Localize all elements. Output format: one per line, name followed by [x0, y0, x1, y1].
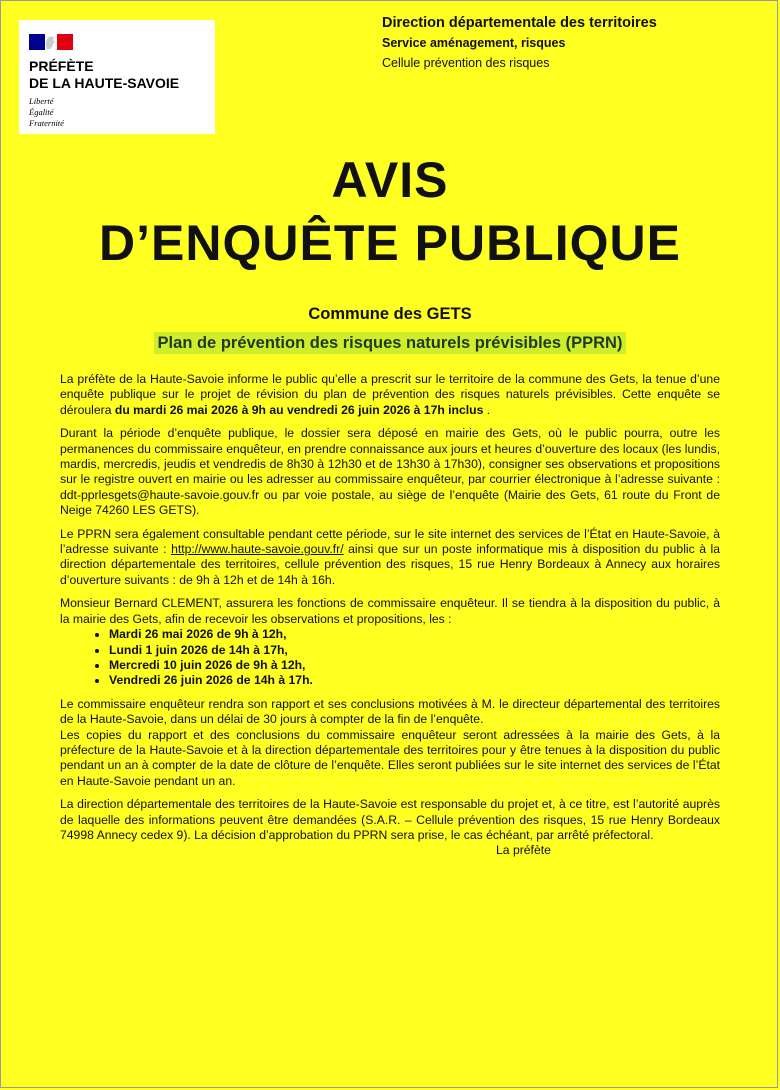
list-item: • Mardi 26 mai 2026 de 9h à 12h, — [109, 627, 720, 642]
permanence-list — [60, 627, 720, 689]
direction-name: Direction départementale des territoires — [382, 15, 657, 31]
notice-title-line1: AVIS — [331, 152, 449, 208]
enquiry-dates: du mardi 26 mai 2026 à 9h au vendredi 26 juin 2026 à 17h inclus — [114, 402, 484, 417]
motto-fraternite: Fraternité — [29, 118, 64, 128]
paragraph-authority: La direction départementale des territoires de la Haute-Savoie est responsable du projet et, à ce titre, est l’autorité auprès de laquelle des informations peuvent être demandées (S.A.R. – Cellule prévention des risques, 15 rue Henry Bordeaux 74998 Annecy cedex 9). La décision d’approbation du PPRN sera prise, le cas échéant, par arrêté préfectoral. — [60, 797, 720, 842]
list-item: • Mercredi 10 juin 2026 de 9h à 12h, — [109, 658, 720, 673]
republic-motto — [29, 96, 64, 129]
signature: La préfète — [496, 843, 551, 858]
intro-end: . — [483, 402, 491, 417]
department-header — [382, 13, 772, 73]
list-item: • Lundi 1 juin 2026 de 14h à 17h, — [109, 643, 720, 658]
online-text-end: ainsi que sur un poste informatique mis à disposition du public à la direction départementale des territoires, cellule prévention des risques, 15 rue Henry Bordeaux à Annecy aux horaires d’ouverture suivants : de 9h à 12h et de 14h à 16h. — [60, 542, 720, 587]
plan-heading-text: Plan de prévention des risques naturels prévisibles (PPRN) — [154, 332, 627, 354]
motto-egalite: Égalité — [29, 107, 54, 117]
plan-heading — [0, 331, 780, 355]
service-name: Service aménagement, risques — [382, 36, 566, 50]
online-text-start: Le PPRN sera également consultable pendant cette période, sur le site internet des services de l’État en Haute-Savoie, à l’adresse suivante : — [60, 526, 720, 557]
paragraph-consultation: Durant la période d’enquête publique, le dossier sera déposé en mairie des Gets, où le public pourra, outre les permanences du commissaire enquêteur, en prendre connaissance aux jours et heures d’ouverture des locaux (les lundis, mardis, mercredis, jeudis et vendredis de 8h30 à 12h30 et de 13h30 à 17h30), consigner ses observations et propositions sur le registre ouvert en mairie ou les adresser au commissaire enquêteur, par courrier électronique à l’adresse suivante : ddt-pprlesgets@haute-savoie.gouv.fr ou par voie postale, au siège de l’enquête (Mairie des Gets, 61 route du Front de Neige 74260 LES GETS). — [60, 426, 720, 518]
paragraph-online — [60, 527, 720, 589]
prefecture-logo — [19, 20, 215, 134]
marianne-flag-icon — [29, 34, 73, 50]
list-item: • Vendredi 26 juin 2026 de 14h à 17h. — [109, 673, 720, 688]
prefecture-name-line1: PRÉFÈTE — [29, 58, 94, 74]
notice-body — [60, 372, 720, 867]
prefecture-name-line2: DE LA HAUTE-SAVOIE — [29, 75, 180, 91]
commune-heading: Commune des GETS — [308, 305, 472, 323]
notice-title-line2: D’ENQUÊTE PUBLIQUE — [99, 215, 681, 271]
paragraph-intro — [60, 372, 720, 418]
prefecture-name — [29, 58, 179, 92]
motto-liberte: Liberté — [29, 96, 54, 106]
paragraph-report: Le commissaire enquêteur rendra son rapport et ses conclusions motivées à M. le directeur départemental des territoires de la Haute-Savoie, dans un délai de 30 jours à compter de la fin de l’enquête. — [60, 696, 720, 727]
website-link[interactable]: http://www.haute-savoie.gouv.fr/ — [171, 542, 344, 557]
paragraph-copies: Les copies du rapport et des conclusions du commissaire enquêteur seront adressées à la mairie des Gets, à la préfecture de la Haute-Savoie et à la direction départementale des territoires pour y être tenues à la disposition du public pendant un an à compter de la date de clôture de l’enquête. Elles seront publiées sur le site internet des services de l’État en Haute-Savoie pendant un an. — [60, 727, 720, 788]
paragraph-commissioner: Monsieur Bernard CLEMENT, assurera les fonctions de commissaire enquêteur. Il se tiendra à la disposition du public, à la mairie des Gets, afin de recevoir les observations et propositions, les : — [60, 596, 720, 626]
intro-text: La préfète de la Haute-Savoie informe le public qu’elle a prescrit sur le territoire de la commune des Gets, la tenue d’une enquête publique sur le projet de révision du plan de prévention des risques naturels prévisibles. Cette enquête se déroulera — [60, 372, 720, 417]
cellule-name: Cellule prévention des risques — [382, 56, 550, 70]
